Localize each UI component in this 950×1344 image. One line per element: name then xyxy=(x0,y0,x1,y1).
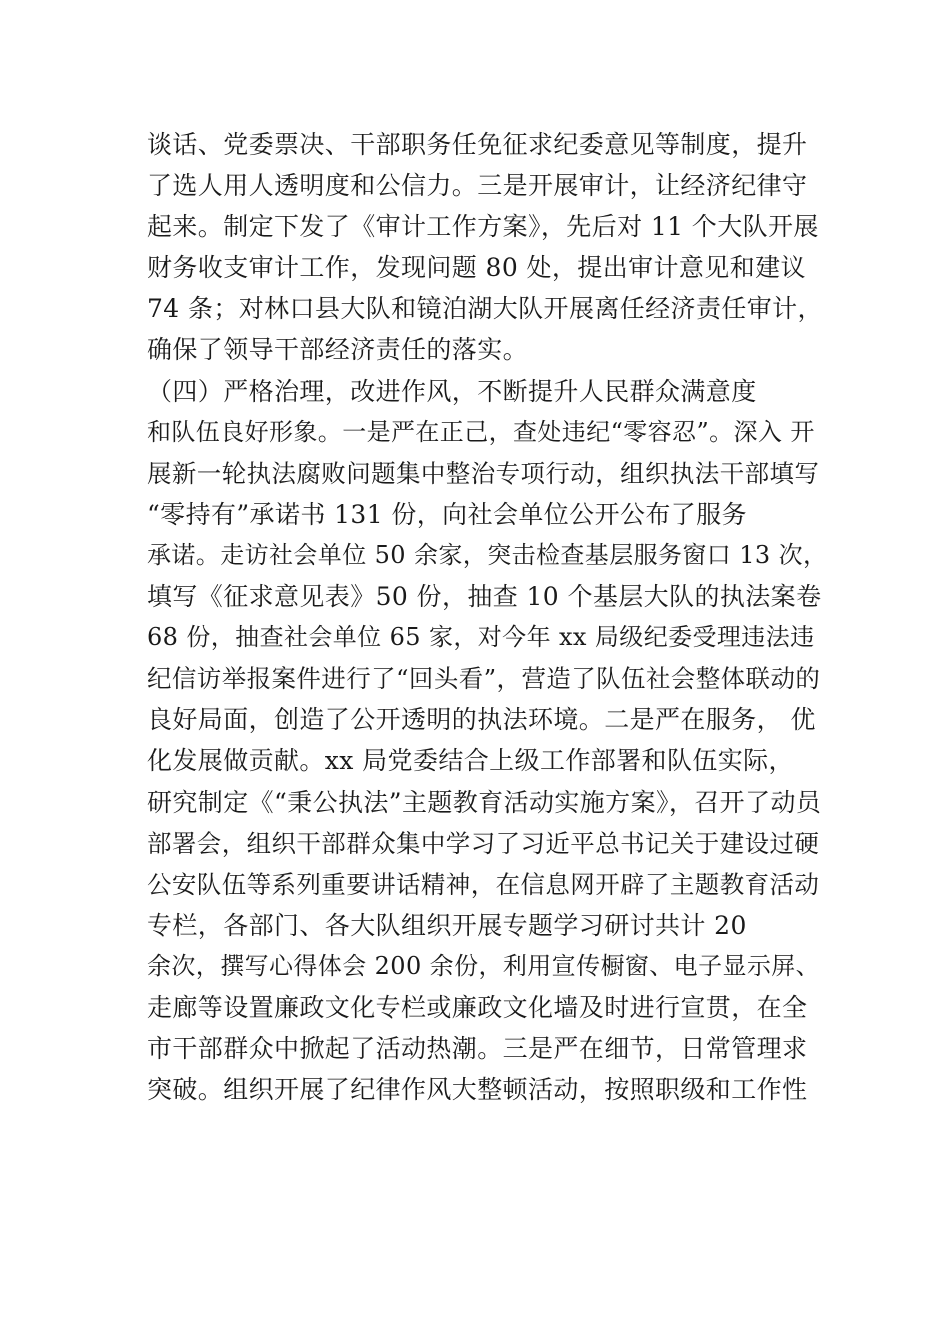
text-line: 74 条；对林口县大队和镜泊湖大队开展离任经济责任审计， xyxy=(147,294,823,324)
text-line: 了选人用人透明度和公信力。三是开展审计，让经济纪律守 xyxy=(147,171,808,201)
text-line: 填写《征求意见表》50 份，抽查 10 个基层大队的执法案卷 xyxy=(147,582,822,612)
text-line: 起来。制定下发了《审计工作方案》，先后对 11 个大队开展 xyxy=(147,212,819,242)
text-line: 化发展做贡献。xx 局党委结合上级工作部署和队伍实际， xyxy=(147,746,794,776)
text-line: 68 份，抽查社会单位 65 家，对今年 xx 局级纪委受理违法违 xyxy=(147,623,815,652)
text-line: 部署会，组织干部群众集中学习了习近平总书记关于建设过硬 xyxy=(147,828,820,858)
text-line: 市干部群众中掀起了活动热潮。三是严在细节，日常管理求 xyxy=(147,1034,808,1064)
text-line: 良好局面，创造了公开透明的执法环境。二是严在服务， 优 xyxy=(147,705,816,735)
text-line: 纪信访举报案件进行了“回头看”，营造了队伍社会整体联动的 xyxy=(147,664,821,694)
text-line: 财务收支审计工作，发现问题 80 处，提出审计意见和建议 xyxy=(147,253,806,283)
text-line: 和队伍良好形象。一是严在正己，查处违纪“零容忍”。深入 开 xyxy=(147,417,815,446)
text-line: 确保了领导干部经济责任的落实。 xyxy=(147,335,529,365)
text-line: 走廊等设置廉政文化专栏或廉政文化墙及时进行宣贯，在全 xyxy=(147,992,808,1022)
text-line: 突破。组织开展了纪律作风大整顿活动，按照职级和工作性 xyxy=(147,1075,808,1105)
text-line: 谈话、党委票决、干部职务任免征求纪委意见等制度，提升 xyxy=(147,130,808,159)
text-line: 研究制定《“秉公执法”主题教育活动实施方案》，召开了动员 xyxy=(147,787,822,817)
text-line: “零持有”承诺书 131 份，向社会单位公开公布了服务 xyxy=(147,499,747,529)
body-text xyxy=(147,124,827,1110)
text-line: 公安队伍等系列重要讲话精神，在信息网开辟了主题教育活动 xyxy=(147,869,820,899)
text-line: 承诺。走访社会单位 50 余家，突击检查基层服务窗口 13 次， xyxy=(147,540,828,569)
text-line: 余次，撰写心得体会 200 余份，利用宣传橱窗、电子显示屏、 xyxy=(147,951,821,980)
text-line: 专栏，各部门、各大队组织开展专题学习研讨共计 20 xyxy=(147,910,747,940)
section-heading-line: （四）严格治理，改进作风，不断提升人民群众满意度 xyxy=(147,376,757,406)
text-line: 展新一轮执法腐败问题集中整治专项行动，组织执法干部填写 xyxy=(147,458,820,488)
